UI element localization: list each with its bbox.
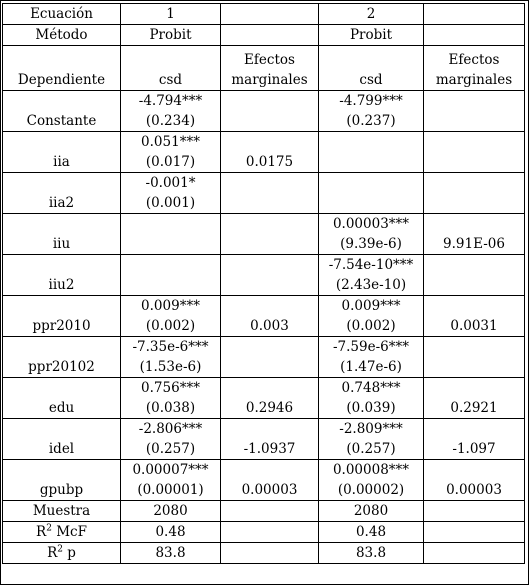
variable-name: iia (3, 132, 121, 173)
marginal-effect (424, 255, 525, 296)
r2-mcf-label (3, 522, 121, 543)
estimate-cell (319, 132, 424, 173)
equation-label: Ecuación (3, 4, 121, 25)
r2-mcf-1: 0.48 (121, 522, 221, 543)
dependent-row (3, 46, 525, 91)
coefficient: -4.799*** (339, 93, 403, 109)
std-error: (0.039) (346, 400, 396, 416)
marginal-line2: marginales (435, 72, 513, 88)
marginal-effect (221, 337, 319, 378)
std-error: (0.017) (145, 154, 196, 170)
empty-cell (221, 501, 319, 522)
empty-cell (221, 522, 319, 543)
equation-2: 2 (319, 4, 424, 25)
estimate-cell (121, 378, 221, 419)
coefficient: -2.809*** (339, 421, 403, 437)
r2-p-sup: 2 (57, 544, 63, 555)
table-row (3, 255, 525, 296)
marginal-effect: 0.2946 (221, 378, 319, 419)
std-error: (0.00002) (337, 482, 405, 498)
marginal-effect (221, 255, 319, 296)
empty-cell (424, 501, 525, 522)
std-error (319, 152, 423, 172)
table-row (3, 378, 525, 419)
std-error (121, 234, 220, 254)
variable-name: iiu2 (3, 255, 121, 296)
method-2: Probit (319, 25, 424, 46)
std-error (319, 193, 423, 213)
marginal-effect: 0.0031 (424, 296, 525, 337)
std-error: (1.53e-6) (139, 359, 202, 375)
estimate-cell (121, 337, 221, 378)
r2-p-row (3, 543, 525, 564)
variable-name: ppr20102 (3, 337, 121, 378)
sample-label: Muestra (3, 501, 121, 522)
method-1: Probit (121, 25, 221, 46)
estimate-cell (121, 419, 221, 460)
estimate-cell (121, 296, 221, 337)
empty-cell (424, 543, 525, 564)
estimate-cell (319, 255, 424, 296)
r2-p-1: 83.8 (121, 543, 221, 564)
coefficient: -0.001* (145, 175, 196, 191)
table-row (3, 173, 525, 214)
table-row (3, 132, 525, 173)
r2-mcf-row (3, 522, 525, 543)
dependent-2: csd (319, 46, 424, 91)
variable-name: ppr2010 (3, 296, 121, 337)
variable-name: Constante (3, 91, 121, 132)
estimate-cell (319, 296, 424, 337)
variable-name: gpubp (3, 460, 121, 501)
r2-mcf-base: R (36, 524, 47, 540)
table-row (3, 296, 525, 337)
coefficient: 0.00008*** (332, 462, 410, 478)
estimate-cell (319, 337, 424, 378)
marginal-effect (424, 91, 525, 132)
std-error: (0.00001) (137, 482, 204, 498)
marginal-effect (424, 337, 525, 378)
table-row (3, 214, 525, 255)
marginal-effect: 0.0175 (221, 132, 319, 173)
coefficient: 0.00003*** (332, 216, 410, 232)
method-row (3, 25, 525, 46)
std-error: (0.234) (145, 113, 196, 129)
std-error: (2.43e-10) (335, 277, 407, 293)
estimate-cell (319, 214, 424, 255)
table-row (3, 460, 525, 501)
sample-row (3, 501, 525, 522)
coefficient: 0.009*** (141, 298, 200, 314)
estimate-cell (319, 419, 424, 460)
marginal-effect (221, 91, 319, 132)
estimate-cell (121, 255, 221, 296)
estimate-cell (121, 460, 221, 501)
r2-p-2: 83.8 (319, 543, 424, 564)
variable-name: iia2 (3, 173, 121, 214)
empty-cell (424, 522, 525, 543)
coefficient (319, 173, 423, 193)
marginal-line1: Efectos (244, 52, 295, 68)
coefficient: -7.35e-6*** (132, 339, 209, 355)
table-row (3, 91, 525, 132)
coefficient (319, 132, 423, 152)
r2-p-label (3, 543, 121, 564)
dependent-1: csd (121, 46, 221, 91)
sample-2: 2080 (319, 501, 424, 522)
estimate-cell (319, 91, 424, 132)
r2-mcf-2: 0.48 (319, 522, 424, 543)
marginal-effect: 0.00003 (424, 460, 525, 501)
std-error (121, 275, 220, 295)
equation-1: 1 (121, 4, 221, 25)
coefficient (121, 214, 220, 234)
method-label: Método (3, 25, 121, 46)
std-error: (1.47e-6) (340, 359, 402, 375)
marginal-line1: Efectos (448, 52, 500, 68)
std-error: (0.257) (346, 441, 396, 457)
marginal-effect: -1.0937 (221, 419, 319, 460)
std-error: (0.257) (145, 441, 196, 457)
std-error: (0.002) (145, 318, 196, 334)
empty-cell (424, 4, 525, 25)
marginal-effect: 0.2921 (424, 378, 525, 419)
r2-p-rest: p (62, 545, 76, 561)
std-error: (0.237) (346, 113, 396, 129)
table-row (3, 419, 525, 460)
marginal-effect: 9.91E-06 (424, 214, 525, 255)
coefficient: -2.806*** (138, 421, 203, 437)
estimate-cell (319, 378, 424, 419)
coefficient: -7.59e-6*** (332, 339, 409, 355)
variable-name: idel (3, 419, 121, 460)
marginal-effect: 0.00003 (221, 460, 319, 501)
table-row (3, 337, 525, 378)
variable-name: iiu (3, 214, 121, 255)
empty-cell (424, 25, 525, 46)
estimate-cell (319, 460, 424, 501)
regression-table (2, 3, 525, 564)
marginal-effect: 0.003 (221, 296, 319, 337)
marginal-line2: marginales (231, 72, 308, 88)
estimate-cell (121, 132, 221, 173)
coefficient: 0.051*** (141, 134, 200, 150)
r2-mcf-rest: McF (51, 524, 87, 540)
marginal-effect (424, 173, 525, 214)
std-error: (0.001) (145, 195, 196, 211)
sample-1: 2080 (121, 501, 221, 522)
marginal-effects-header-1 (221, 46, 319, 91)
coefficient: 0.009*** (341, 298, 401, 314)
std-error: (9.39e-6) (340, 236, 402, 252)
estimate-cell (121, 214, 221, 255)
marginal-effect (424, 132, 525, 173)
estimate-cell (121, 173, 221, 214)
std-error: (0.002) (346, 318, 396, 334)
r2-mcf-sup: 2 (46, 523, 52, 534)
estimate-cell (121, 91, 221, 132)
marginal-effect (221, 173, 319, 214)
r2-p-base: R (47, 545, 58, 561)
empty-cell (221, 25, 319, 46)
coefficient (121, 255, 220, 275)
coefficient: 0.756*** (141, 380, 200, 396)
marginal-effect (221, 214, 319, 255)
coefficient: -4.794*** (138, 93, 203, 109)
std-error: (0.038) (145, 400, 196, 416)
marginal-effect: -1.097 (424, 419, 525, 460)
variable-name: edu (3, 378, 121, 419)
coefficient: 0.748*** (341, 380, 401, 396)
empty-cell (221, 543, 319, 564)
marginal-effects-header-2 (424, 46, 525, 91)
empty-cell (221, 4, 319, 25)
equation-row (3, 4, 525, 25)
dependent-label: Dependiente (3, 46, 121, 91)
coefficient: 0.00007*** (132, 462, 209, 478)
estimate-cell (319, 173, 424, 214)
coefficient: -7.54e-10*** (328, 257, 414, 273)
